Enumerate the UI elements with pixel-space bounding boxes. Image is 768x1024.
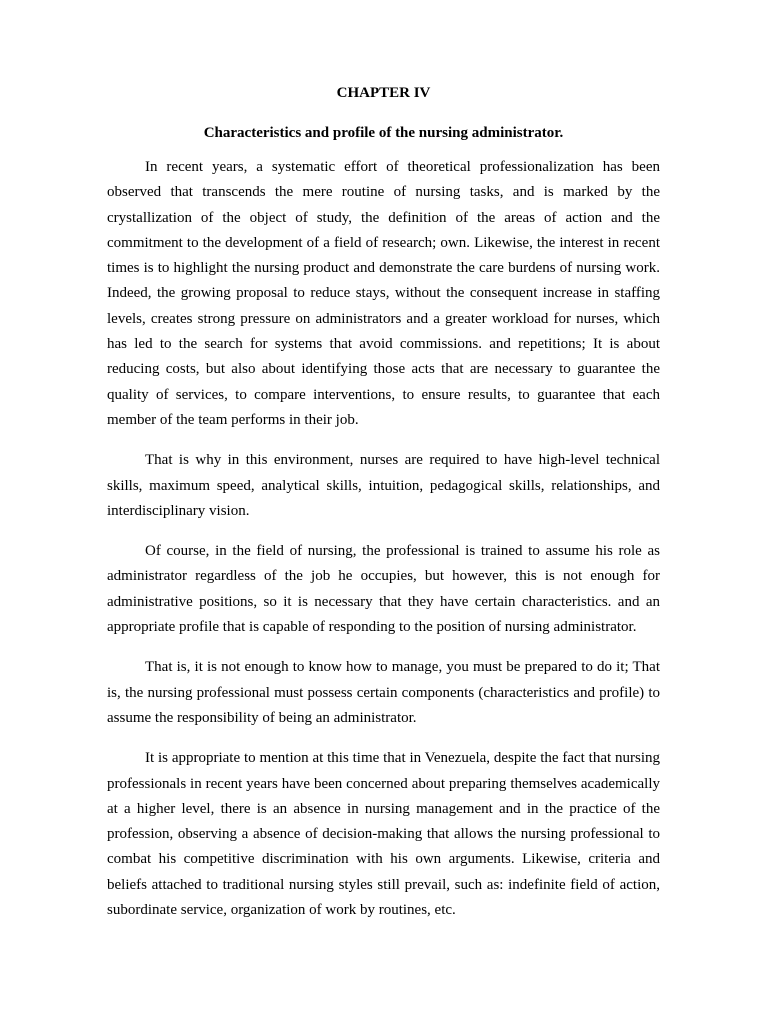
paragraph: It is appropriate to mention at this time that in Venezuela, despite the fact that nursing professionals in recent years have been concerned about preparing themselves academically at a higher level, there is an absence in nursing management and in the practice of the profession, observing a absence of decision-making that allows the nursing professional to combat his competitive discrimination with his own arguments. Likewise, criteria and beliefs attached to traditional nursing styles still prevail, such as: indefinite field of action, subordinate service, organization of work by routines, etc. <box>107 750 660 919</box>
document-body <box>107 80 660 938</box>
paragraph: In recent years, a systematic effort of theoretical professionalization has been observed that transcends the mere routine of nursing tasks, and is marked by the crystallization of the object of study, the definition of the areas of action and the commitment to the development of a field of research; own. Likewise, the interest in recent times is to highlight the nursing product and demonstrate the care burdens of nursing work. Indeed, the growing proposal to reduce stays, without the consequent increase in staffing levels, creates strong pressure on administrators and a greater workload for nurses, which has led to the search for systems that avoid commissions. and repetitions; It is about reducing costs, but also about identifying those acts that are necessary to guarantee the quality of services, to compare interventions, to ensure results, to guarantee that each member of the team performs in their job. <box>107 159 660 428</box>
paragraph: That is why in this environment, nurses are required to have high-level technical skills, maximum speed, analytical skills, intuition, pedagogical skills, relationships, and interdisciplinary vision. <box>107 452 660 519</box>
chapter-title: Characteristics and profile of the nursing administrator. <box>203 125 564 141</box>
chapter-heading: CHAPTER IV <box>336 85 431 101</box>
paragraph: That is, it is not enough to know how to manage, you must be prepared to do it; That is, the nursing professional must possess certain components (characteristics and profile) to assume the responsibility of being an administrator. <box>107 659 660 726</box>
paragraph: Of course, in the field of nursing, the professional is trained to assume his role as administrator regardless of the job he occupies, but however, this is not enough for administrative positions, so it is necessary that they have certain characteristics. and an appropriate profile that is capable of responding to the position of nursing administrator. <box>107 543 660 636</box>
